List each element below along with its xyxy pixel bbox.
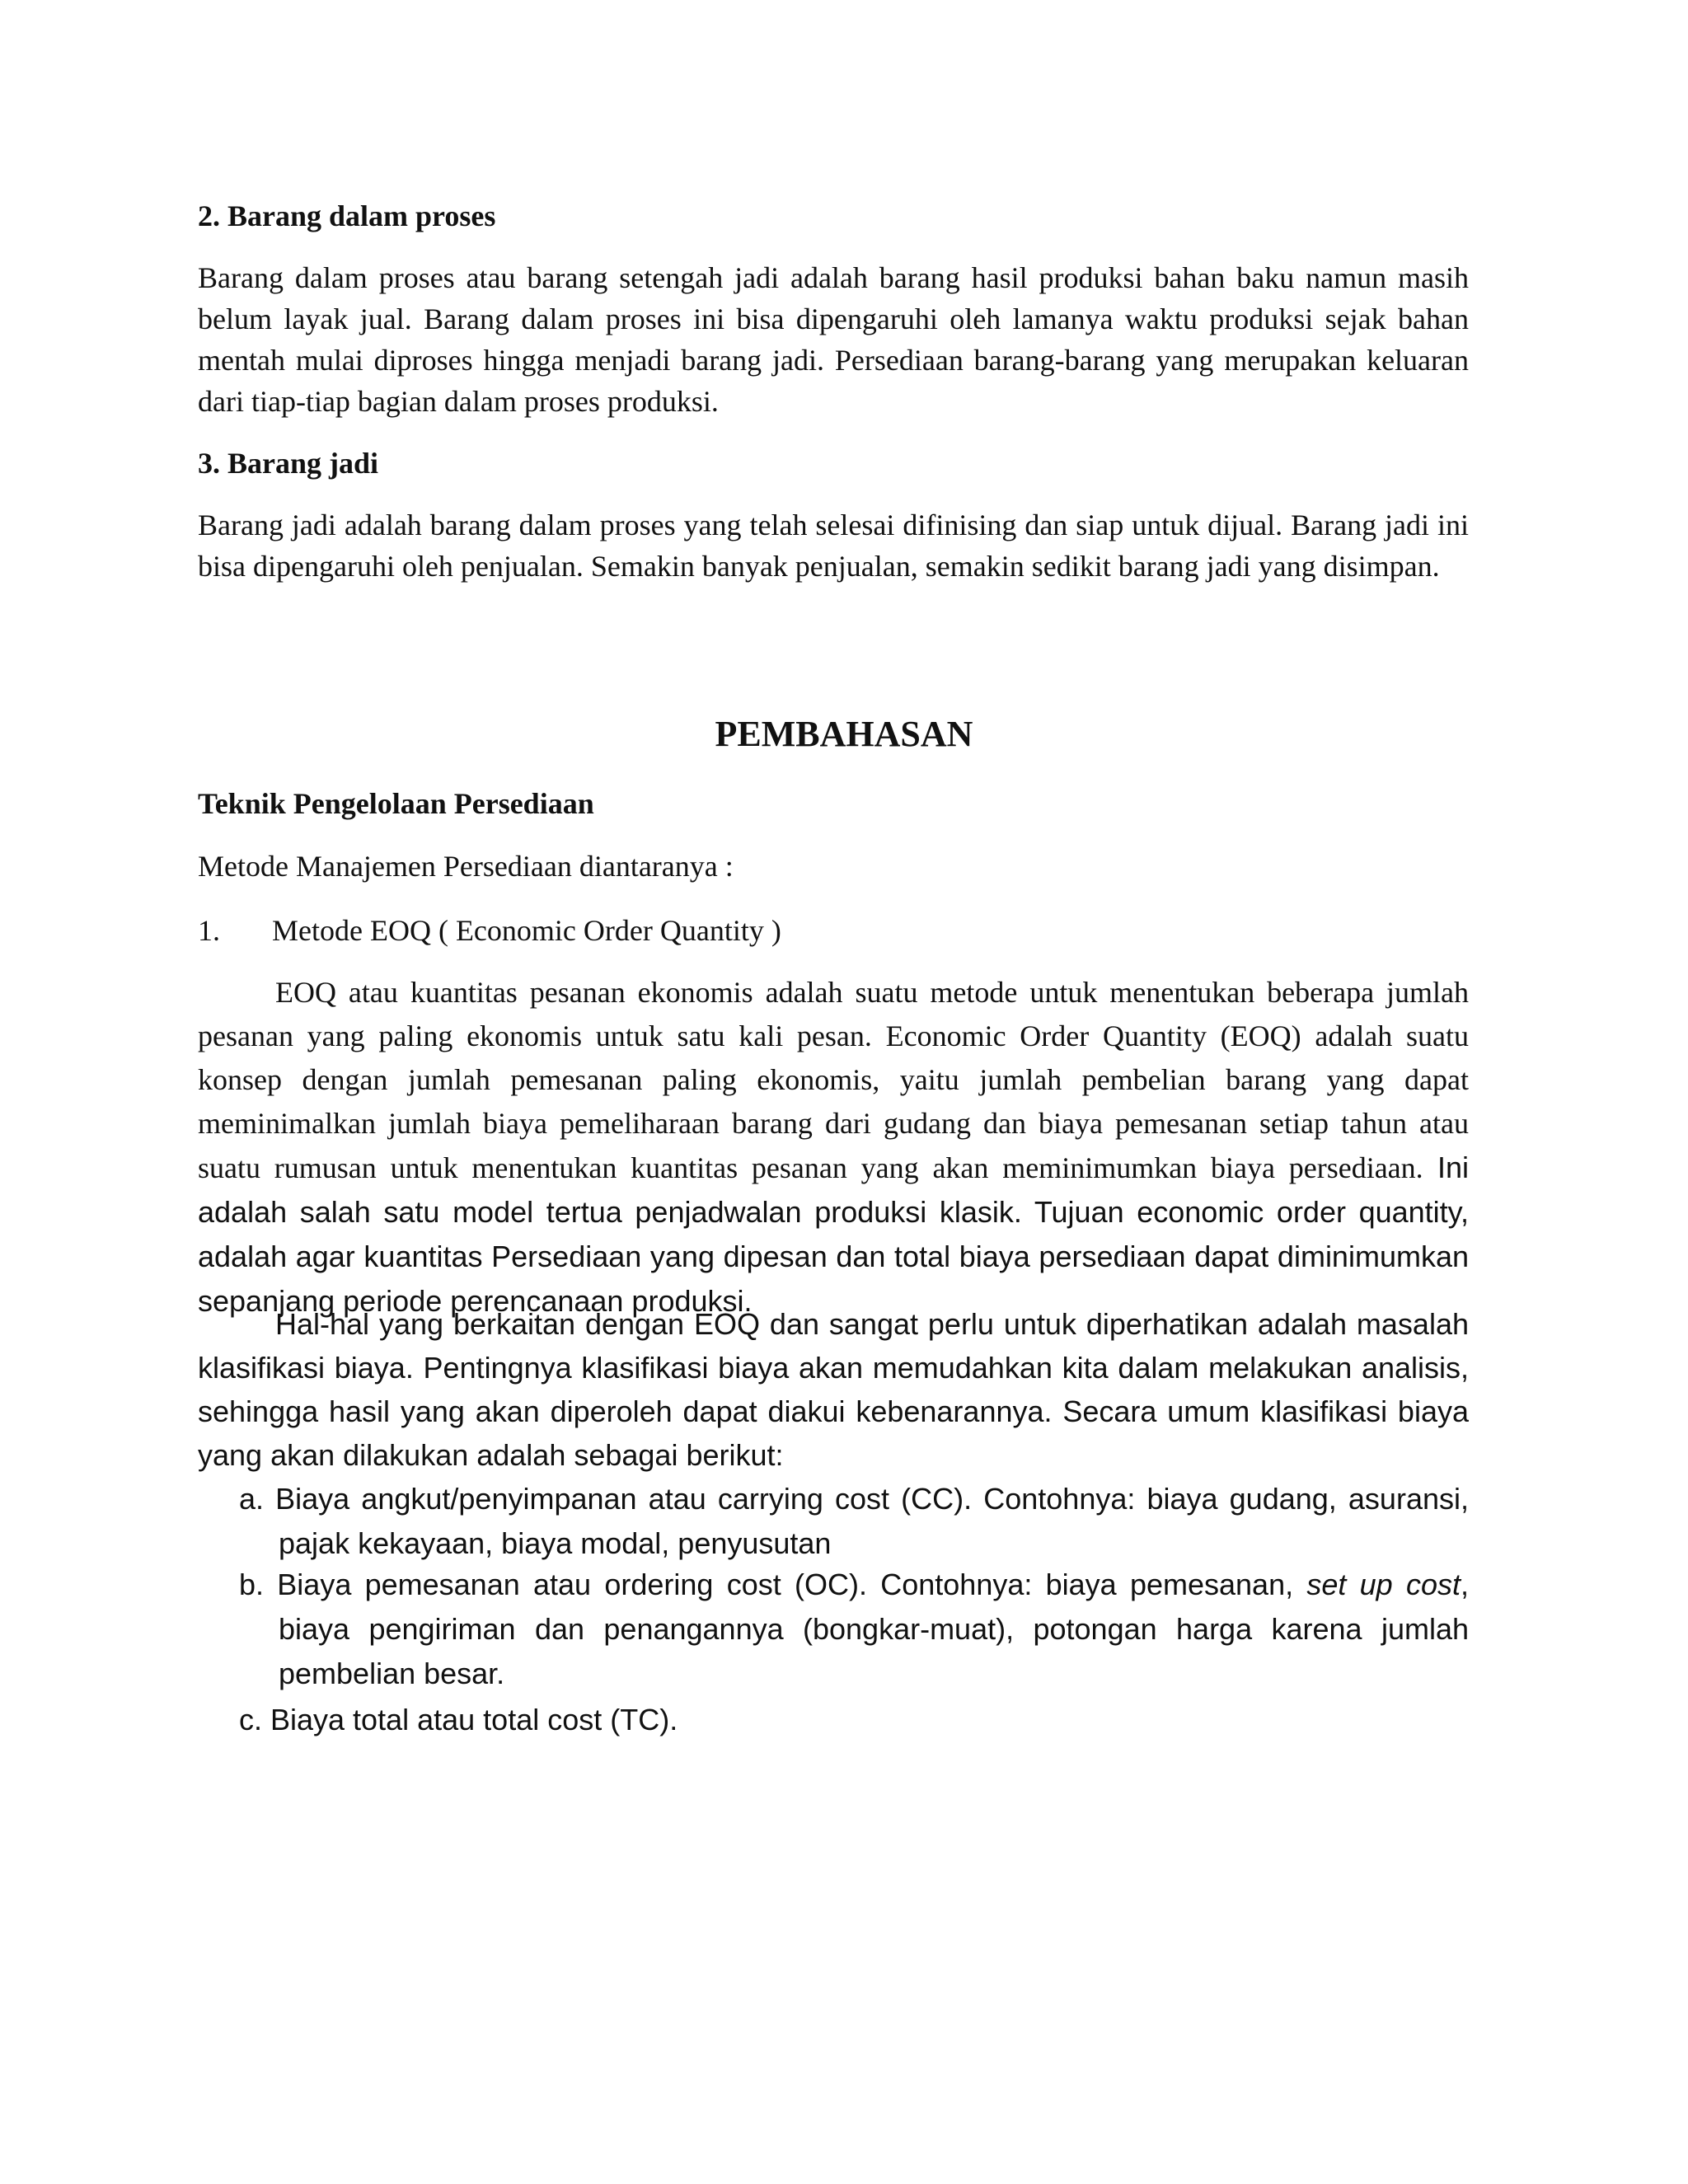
intro-metode-manajemen: Metode Manajemen Persediaan diantaranya : xyxy=(198,850,734,883)
ordering-cost-text: b. Biaya pemesanan atau ordering cost (OC). Contohnya: biaya pemesanan, xyxy=(239,1568,1307,1601)
section-title-pembahasan: PEMBAHASAN xyxy=(715,714,973,754)
paragraph-barang-dalam-proses: Barang dalam proses atau barang setengah jadi adalah barang hasil produksi bahan baku namun masih belum layak jual. Barang dalam proses ini bisa dipengaruhi oleh lamanya waktu produksi sejak bahan mentah mulai diproses hingga menjadi barang jadi. Persediaan barang-barang yang merupakan keluaran dari tiap-tiap bagian dalam proses produksi. xyxy=(198,261,1469,418)
list-item-ordering-cost xyxy=(239,1563,1469,1696)
paragraph-eoq xyxy=(198,971,1469,1324)
section-heading-barang-dalam-proses: 2. Barang dalam proses xyxy=(198,199,496,232)
eoq-definition-text: EOQ atau kuantitas pesanan ekonomis adalah suatu metode untuk menentukan beberapa jumlah pesanan yang paling ekonomis untuk satu kali pesan. Economic Order Quantity (EOQ) adalah suatu konsep dengan jumlah pemesanan paling ekonomis, yaitu jumlah pembelian barang yang dapat meminimalkan jumlah biaya pemeliharaan barang dari gudang dan biaya pemesanan setiap tahun atau suatu rumusan untuk menentukan kuantitas pesanan yang akan meminimumkan biaya persediaan. xyxy=(198,976,1469,1184)
method-heading-eoq xyxy=(198,912,781,949)
method-number: 1. xyxy=(198,914,220,947)
section-heading-barang-jadi: 3. Barang jadi xyxy=(198,447,379,480)
eoq-purpose-text: Ini adalah salah satu model tertua penjadwalan produksi klasik. Tujuan economic order quantity, adalah agar kuantitas Persediaan yang dipesan dan total biaya persediaan dapat diminimumkan sepanjang periode perencanaan produksi. xyxy=(198,1151,1470,1318)
method-title: Metode EOQ ( Economic Order Quantity ) xyxy=(272,914,781,947)
list-item-total-cost: c. Biaya total atau total cost (TC). xyxy=(239,1703,678,1736)
subheading-teknik-pengelolaan: Teknik Pengelolaan Persediaan xyxy=(198,787,594,820)
list-item-carrying-cost: a. Biaya angkut/penyimpanan atau carrying cost (CC). Contohnya: biaya gudang, asuransi, pajak kekayaan, biaya modal, penyusutan xyxy=(239,1482,1469,1560)
ordering-cost-text-continued: , biaya pengiriman dan penangannya (bongkar-muat), potongan harga karena jumlah pembelian besar. xyxy=(279,1568,1470,1690)
paragraph-klasifikasi-biaya: Hal-hal yang berkaitan dengan EOQ dan sangat perlu untuk diperhatikan adalah masalah klasifikasi biaya. Pentingnya klasifikasi biaya akan memudahkan kita dalam melakukan analisis, sehingga hasil yang akan diperoleh dapat diakui kebenarannya. Secara umum klasifikasi biaya yang akan dilakukan adalah sebagai berikut: xyxy=(198,1307,1469,1472)
paragraph-barang-jadi: Barang jadi adalah barang dalam proses yang telah selesai difinising dan siap untuk dijual. Barang jadi ini bisa dipengaruhi oleh penjualan. Semakin banyak penjualan, semakin sedikit barang jadi yang disimpan. xyxy=(198,509,1469,583)
set-up-cost-italic: set up cost xyxy=(1306,1568,1461,1601)
